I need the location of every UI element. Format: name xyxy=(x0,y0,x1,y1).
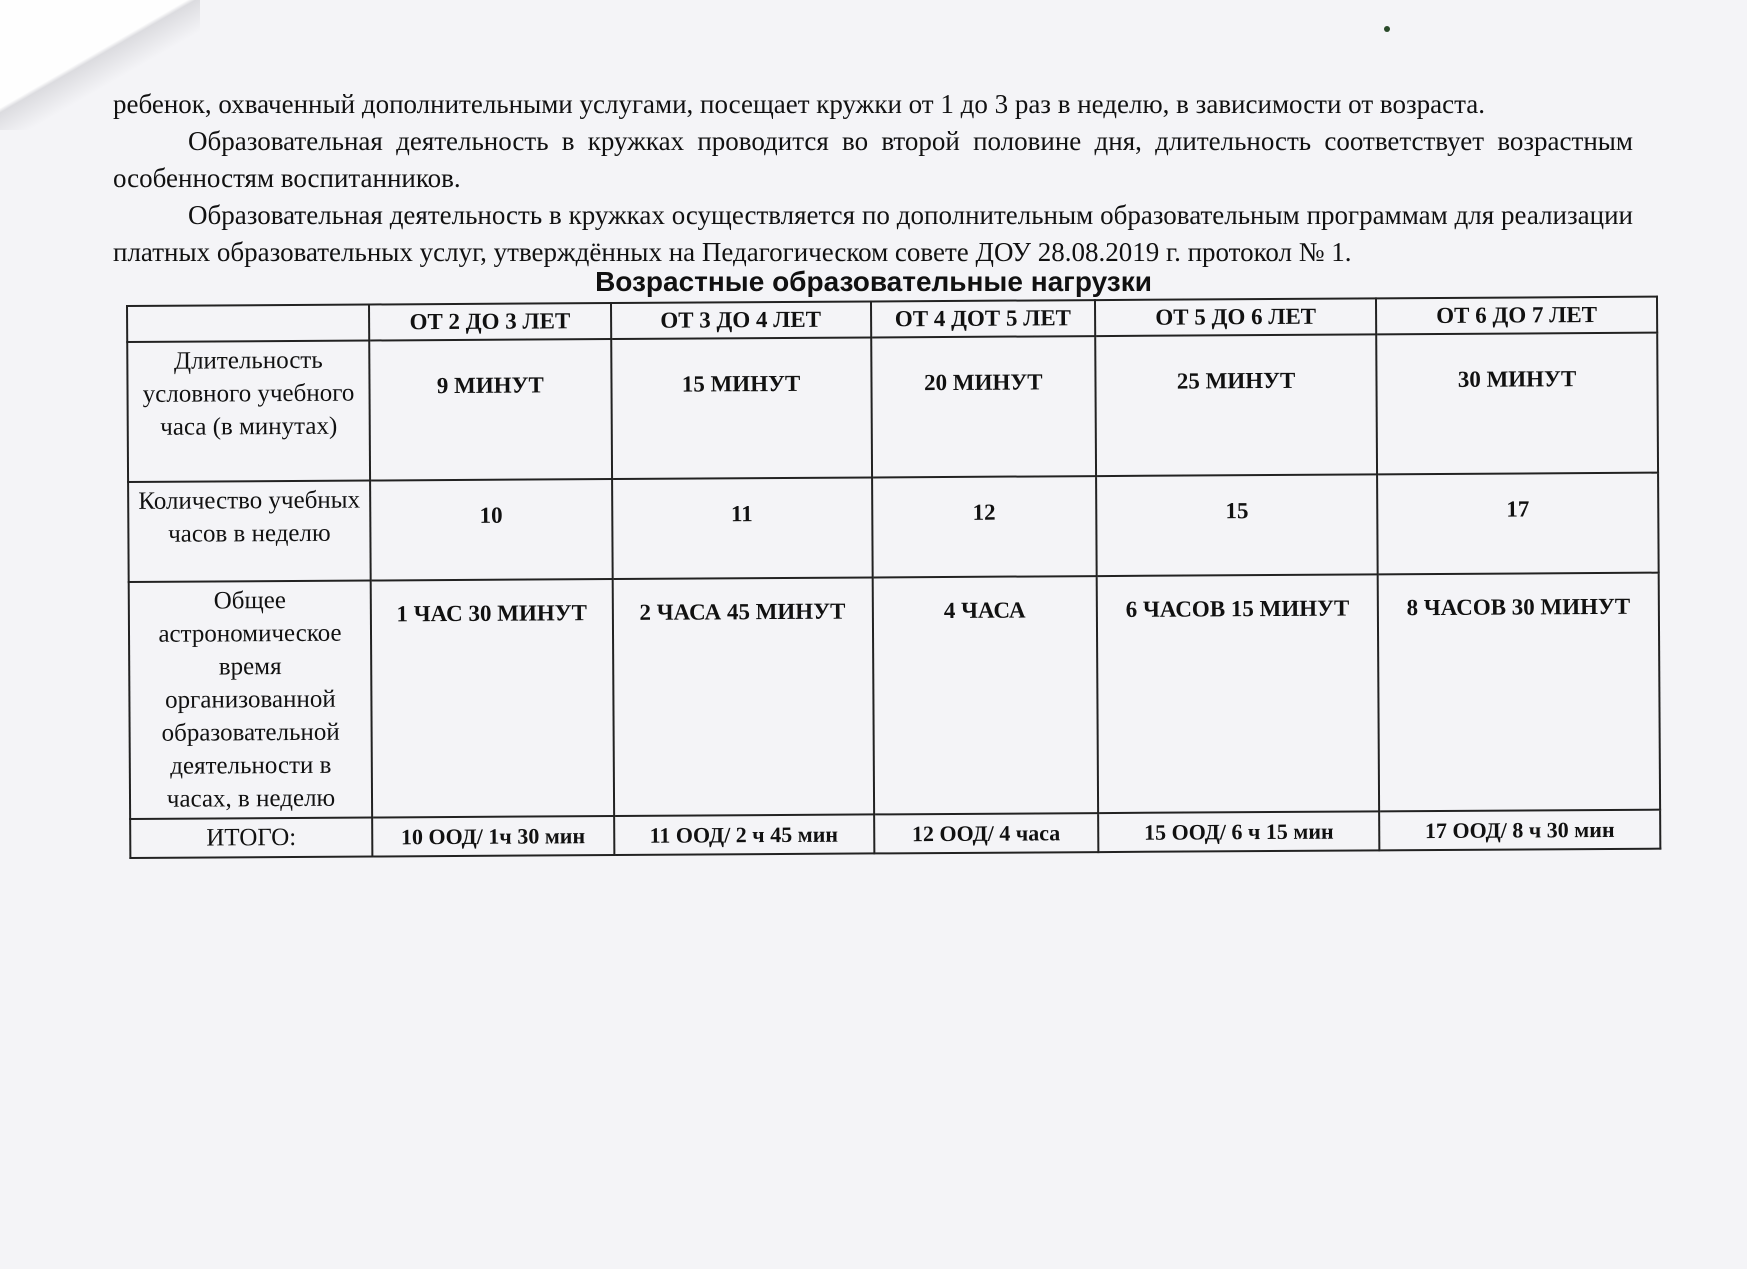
column-header: ОТ 6 ДО 7 ЛЕТ xyxy=(1376,297,1657,335)
paragraph-3: Образовательная деятельность в кружках осуществляется по дополнительным образовательным программам для реализации платных образовательных услуг, утверждённых на Педагогическом совете ДОУ 28.08.2019 г. протокол № 1. xyxy=(113,200,1633,267)
column-header: ОТ 2 ДО 3 ЛЕТ xyxy=(369,303,611,340)
table-cell: 6 ЧАСОВ 15 МИНУТ xyxy=(1097,574,1379,813)
column-header: ОТ 5 ДО 6 ЛЕТ xyxy=(1095,298,1376,336)
table-cell: 15 xyxy=(1096,474,1377,576)
table-cell: 11 ООД/ 2 ч 45 мин xyxy=(614,814,874,855)
table-cell: 1 ЧАС 30 МИНУТ xyxy=(371,579,614,817)
row-label: Количество учебных часов в неделю xyxy=(128,481,371,582)
table-row xyxy=(128,473,1659,582)
table-title: Возрастные образовательные нагрузки xyxy=(595,266,1152,297)
table-cell: 20 МИНУТ xyxy=(871,336,1097,477)
row-label: ИТОГО: xyxy=(130,818,372,858)
table-cell: 25 МИНУТ xyxy=(1095,334,1377,476)
table-cell: 15 МИНУТ xyxy=(611,337,872,479)
row-label: Длительность условного учебного часа (в минутах) xyxy=(127,341,370,482)
table-cell: 17 xyxy=(1377,473,1659,575)
paragraph-1: ребенок, охваченный дополнительными услугами, посещает кружки от 1 до 3 раз в неделю, в зависимости от возраста. xyxy=(113,89,1485,119)
table-cell: 12 ООД/ 4 часа xyxy=(874,813,1099,853)
table-cell: 8 ЧАСОВ 30 МИНУТ xyxy=(1378,573,1660,812)
age-load-table xyxy=(126,296,1661,859)
table-cell: 12 xyxy=(872,476,1097,577)
table-cell: 9 МИНУТ xyxy=(369,339,611,480)
table-cell: 10 ООД/ 1ч 30 мин xyxy=(372,816,614,856)
column-header: ОТ 4 ДОТ 5 ЛЕТ xyxy=(870,300,1095,337)
table-cell: 10 xyxy=(370,479,612,580)
body-text xyxy=(113,86,1633,271)
row-label: Общее астрономическое время организованной образовательной деятельности в часах, в неделю xyxy=(129,581,372,819)
column-header: ОТ 3 ДО 4 ЛЕТ xyxy=(611,301,871,339)
table-total-row xyxy=(130,810,1660,858)
scan-speck xyxy=(1384,26,1390,32)
paragraph-2: Образовательная деятельность в кружках проводится во второй половине дня, длительность соответствует возрастным особенностям воспитанников. xyxy=(113,126,1633,193)
table-cell: 17 ООД/ 8 ч 30 мин xyxy=(1379,810,1660,851)
table-cell: 15 ООД/ 6 ч 15 мин xyxy=(1098,811,1379,852)
table-row xyxy=(129,573,1660,819)
table-cell: 30 МИНУТ xyxy=(1376,333,1658,475)
header-corner-cell xyxy=(127,305,369,342)
table-cell: 4 ЧАСА xyxy=(872,576,1098,814)
table-cell: 11 xyxy=(612,477,872,579)
table-cell: 2 ЧАСА 45 МИНУТ xyxy=(612,577,873,816)
table-row xyxy=(127,333,1658,482)
